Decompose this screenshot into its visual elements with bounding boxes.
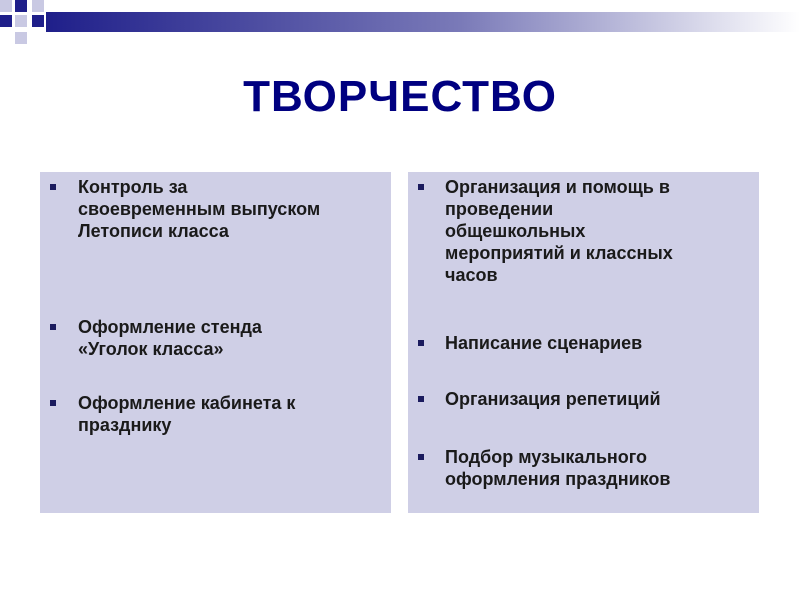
list-item-text: Оформление стенда «Уголок класса» (78, 317, 262, 359)
square-bullet-icon (50, 400, 56, 406)
square-bullet-icon (418, 184, 424, 190)
list-item-text: Написание сценариев (445, 333, 643, 353)
list-item-text: Организация репетиций (445, 389, 661, 409)
list-item-text: Оформление кабинета к празднику (78, 393, 296, 435)
square-bullet-icon (418, 396, 424, 402)
left-column-panel (40, 172, 391, 513)
list-item-text: Подбор музыкального оформления праздников (445, 447, 671, 489)
right-column-panel (408, 172, 759, 513)
square-bullet-icon (50, 184, 56, 190)
square-bullet-icon (418, 454, 424, 460)
slide-title: ТВОРЧЕСТВО (243, 72, 557, 121)
square-bullet-icon (50, 324, 56, 330)
corner-squares-decoration (0, 0, 60, 50)
list-item-text: Контроль за своевременным выпуском Летописи класса (78, 177, 321, 241)
square-bullet-icon (418, 340, 424, 346)
header-gradient-band (46, 12, 800, 32)
list-item-text: Организация и помощь в проведении общешкольных мероприятий и классных часов (445, 177, 673, 285)
